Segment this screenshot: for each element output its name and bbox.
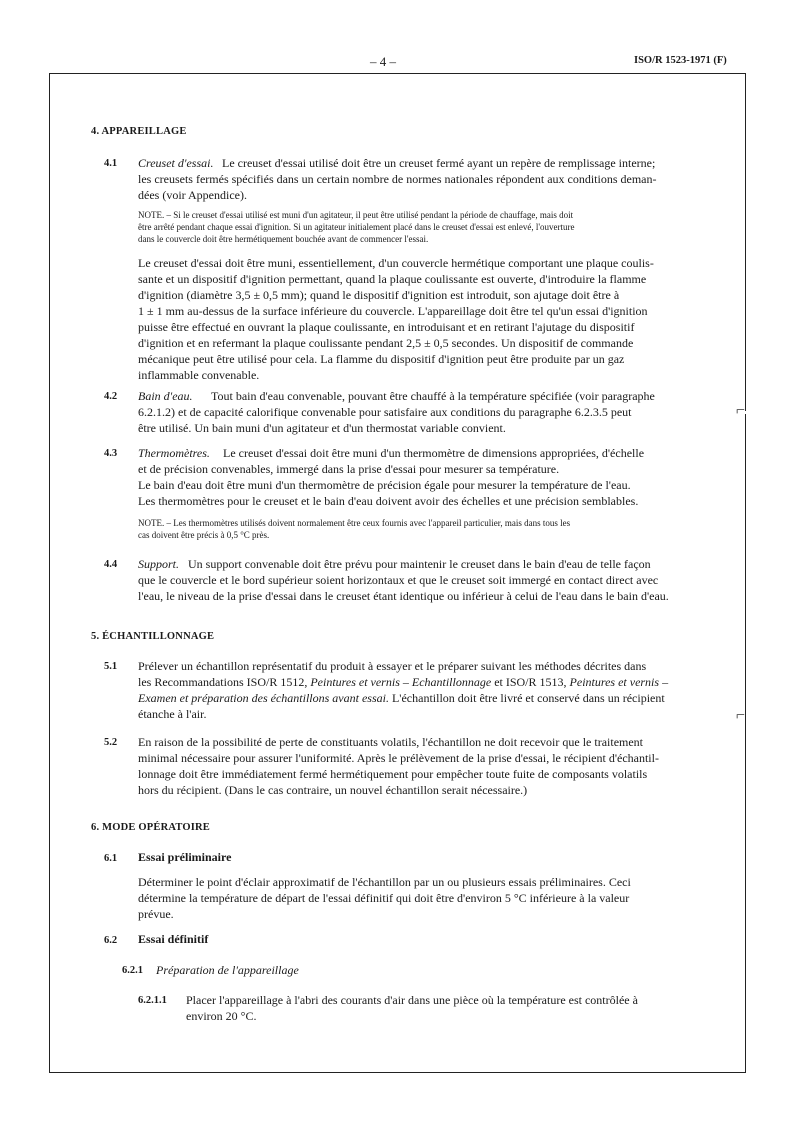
- clause-4-4-line-2: que le couvercle et le bord supérieur soient horizontaux et que le creuset soit immergé en contact direct avec: [138, 573, 659, 587]
- clause-4-1-line-3: dées (voir Appendice).: [138, 188, 247, 202]
- clause-6-1-line-1: Déterminer le point d'éclair approximatif de l'échantillon par un ou plusieurs essais préliminaires. Ceci: [138, 875, 631, 889]
- note-4-1-line-2: être arrêté pendant chaque essai d'ignition. Si un agitateur initialement placé dans le creuset d'essai est enlevé, l'ouverture: [138, 222, 575, 232]
- clause-4-3-line-4: Les thermomètres pour le creuset et le bain d'eau doivent avoir des échelles et une précision semblables.: [138, 494, 639, 508]
- clause-4-2-line-1: Tout bain d'eau convenable, pouvant être chauffé à la température spécifiée (voir paragraphe: [211, 389, 655, 403]
- clause-6-2-1-title: Préparation de l'appareillage: [156, 963, 299, 977]
- note-4-1-line-3: dans le couvercle doit être hermétiquement bouchée avant de commencer l'essai.: [138, 234, 429, 244]
- clause-5-1-line-2: les Recommandations ISO/R 1512, Peintures et vernis – Echantillonnage et ISO/R 1513, Peintures et vernis –: [138, 675, 669, 689]
- clause-4-1-line-1: Le creuset d'essai utilisé doit être un creuset fermé ayant un repère de remplissage interne;: [222, 156, 656, 170]
- clause-4-2-term: Bain d'eau.: [138, 389, 193, 403]
- clause-4-2-line-2: 6.2.1.2) et de capacité calorifique convenable pour satisfaire aux conditions du paragraphe 6.2.3.5 peut: [138, 405, 632, 419]
- clause-5-1-line-4: étanche à l'air.: [138, 707, 207, 721]
- note-4-3-line-2: cas doivent être précis à 0,5 °C près.: [138, 530, 270, 540]
- clause-5-1-number: 5.1: [104, 661, 118, 672]
- clause-4-1-p2-line-2: sante et un dispositif d'ignition permettant, quand la plaque coulissante est ouverte, d'introduire la flamme: [138, 272, 647, 286]
- note-4-1-line-1: NOTE. – Si le creuset d'essai utilisé est muni d'un agitateur, il peut être utilisé pendant la période de chauffage, mais doit: [138, 210, 574, 220]
- clause-6-2-1-number: 6.2.1: [122, 965, 143, 976]
- section-5-heading: 5. ÉCHANTILLONNAGE: [91, 631, 215, 642]
- revision-mark-1: ⌐: [736, 402, 746, 419]
- clause-6-2-1-1-line-2: environ 20 °C.: [186, 1009, 257, 1023]
- clause-4-1-p2-line-6: d'ignition et en refermant la plaque coulissante pendant 2,5 ± 0,5 secondes. Un dispositif de commande: [138, 336, 634, 350]
- clause-4-1-line-2: les creusets fermés spécifiés dans un certain nombre de normes nationales répondent aux conditions deman-: [138, 172, 657, 186]
- clause-4-4-number: 4.4: [104, 559, 118, 570]
- clause-4-3-number: 4.3: [104, 448, 118, 459]
- clause-4-1-p2-line-1: Le creuset d'essai doit être muni, essentiellement, d'un couvercle hermétique comportant une plaque coulis-: [138, 256, 654, 270]
- clause-5-2-line-3: lonnage doit être immédiatement fermé hermétiquement pour empêcher toute fuite de composants volatils: [138, 767, 648, 781]
- clause-4-4-line-3: l'eau, le niveau de la prise d'essai dans le creuset étant identique ou inférieur à celui de l'eau dans le bain d'eau.: [138, 589, 669, 603]
- clause-4-3-line-2: et de précision convenables, immergé dans la prise d'essai pour mesurer sa température.: [138, 462, 560, 476]
- frame-top-rule: [49, 73, 746, 74]
- clause-5-2-number: 5.2: [104, 737, 118, 748]
- clause-4-1-number: 4.1: [104, 158, 118, 169]
- section-4-heading: 4. APPAREILLAGE: [91, 126, 187, 137]
- frame-left-rule: [49, 73, 50, 1073]
- clause-5-2-line-4: hors du récipient. (Dans le cas contraire, un nouvel échantillon serait nécessaire.): [138, 783, 528, 797]
- clause-4-1-p2-line-4: 1 ± 1 mm au-dessus de la surface inférieure du couvercle. L'appareillage doit être tel qu'un essai d'ignition: [138, 304, 648, 318]
- clause-4-2-line-3: être utilisé. Un bain muni d'un agitateur et d'un thermostat variable convient.: [138, 421, 506, 435]
- clause-4-1-p2-line-8: inflammable convenable.: [138, 368, 260, 382]
- clause-4-1-term: Creuset d'essai.: [138, 156, 214, 170]
- clause-6-2-number: 6.2: [104, 935, 118, 946]
- clause-4-3-term: Thermomètres.: [138, 446, 210, 460]
- clause-4-1-p2-line-5: puisse être effectué en ouvrant la plaque coulissante, en introduisant et en retirant l'ajutage du dispositif: [138, 320, 635, 334]
- clause-4-4-line-1: Un support convenable doit être prévu pour maintenir le creuset dans le bain d'eau de telle façon: [188, 557, 651, 571]
- clause-6-2-1-1-number: 6.2.1.1: [138, 995, 167, 1006]
- revision-mark-2: ⌐: [736, 707, 746, 724]
- clause-4-4-term: Support.: [138, 557, 180, 571]
- clause-6-1-number: 6.1: [104, 853, 118, 864]
- clause-6-2-1-1-line-1: Placer l'appareillage à l'abri des courants d'air dans une pièce où la température est contrôlée à: [186, 993, 638, 1007]
- clause-6-1-line-3: prévue.: [138, 907, 174, 921]
- frame-right-rule-upper: [745, 73, 746, 411]
- clause-6-2-title: Essai définitif: [138, 932, 209, 946]
- clause-4-3-line-3: Le bain d'eau doit être muni d'un thermomètre de précision égale pour mesurer la température de l'eau.: [138, 478, 631, 492]
- clause-5-1-line-3: Examen et préparation des échantillons avant essai. L'échantillon doit être livré et conservé dans un récipient: [138, 691, 665, 705]
- clause-4-3-line-1: Le creuset d'essai doit être muni d'un thermomètre de dimensions appropriées, d'échelle: [223, 446, 645, 460]
- note-4-3-line-1: NOTE. – Les thermomètres utilisés doivent normalement être ceux fournis avec l'appareil particulier, mais dans tous les: [138, 518, 571, 528]
- clause-6-1-line-2: détermine la température de départ de l'essai définitif qui doit être d'environ 5 °C inférieure à la valeur: [138, 891, 630, 905]
- clause-5-2-line-1: En raison de la possibilité de perte de constituants volatils, l'échantillon ne doit recevoir que le traitement: [138, 735, 644, 749]
- frame-right-rule-lower: [745, 414, 746, 1072]
- frame-bottom-rule: [49, 1072, 746, 1073]
- clause-4-2-number: 4.2: [104, 391, 118, 402]
- document-reference: ISO/R 1523-1971 (F): [634, 55, 727, 66]
- clause-4-1-p2-line-3: d'ignition (diamètre 3,5 ± 0,5 mm); quand le dispositif d'ignition est introduit, son ajutage doit être à: [138, 288, 620, 302]
- clause-6-1-title: Essai préliminaire: [138, 850, 232, 864]
- section-6-heading: 6. MODE OPÉRATOIRE: [91, 822, 211, 833]
- page-number: – 4 –: [370, 54, 396, 69]
- clause-5-1-line-1: Prélever un échantillon représentatif du produit à essayer et le préparer suivant les méthodes décrites dans: [138, 659, 647, 673]
- clause-4-1-p2-line-7: mécanique peut être utilisé pour cela. La flamme du dispositif d'ignition peut être produite par un gaz: [138, 352, 625, 366]
- clause-5-2-line-2: minimal nécessaire pour assurer l'uniformité. Après le prélèvement de la prise d'essai, le récipient d'échantil-: [138, 751, 659, 765]
